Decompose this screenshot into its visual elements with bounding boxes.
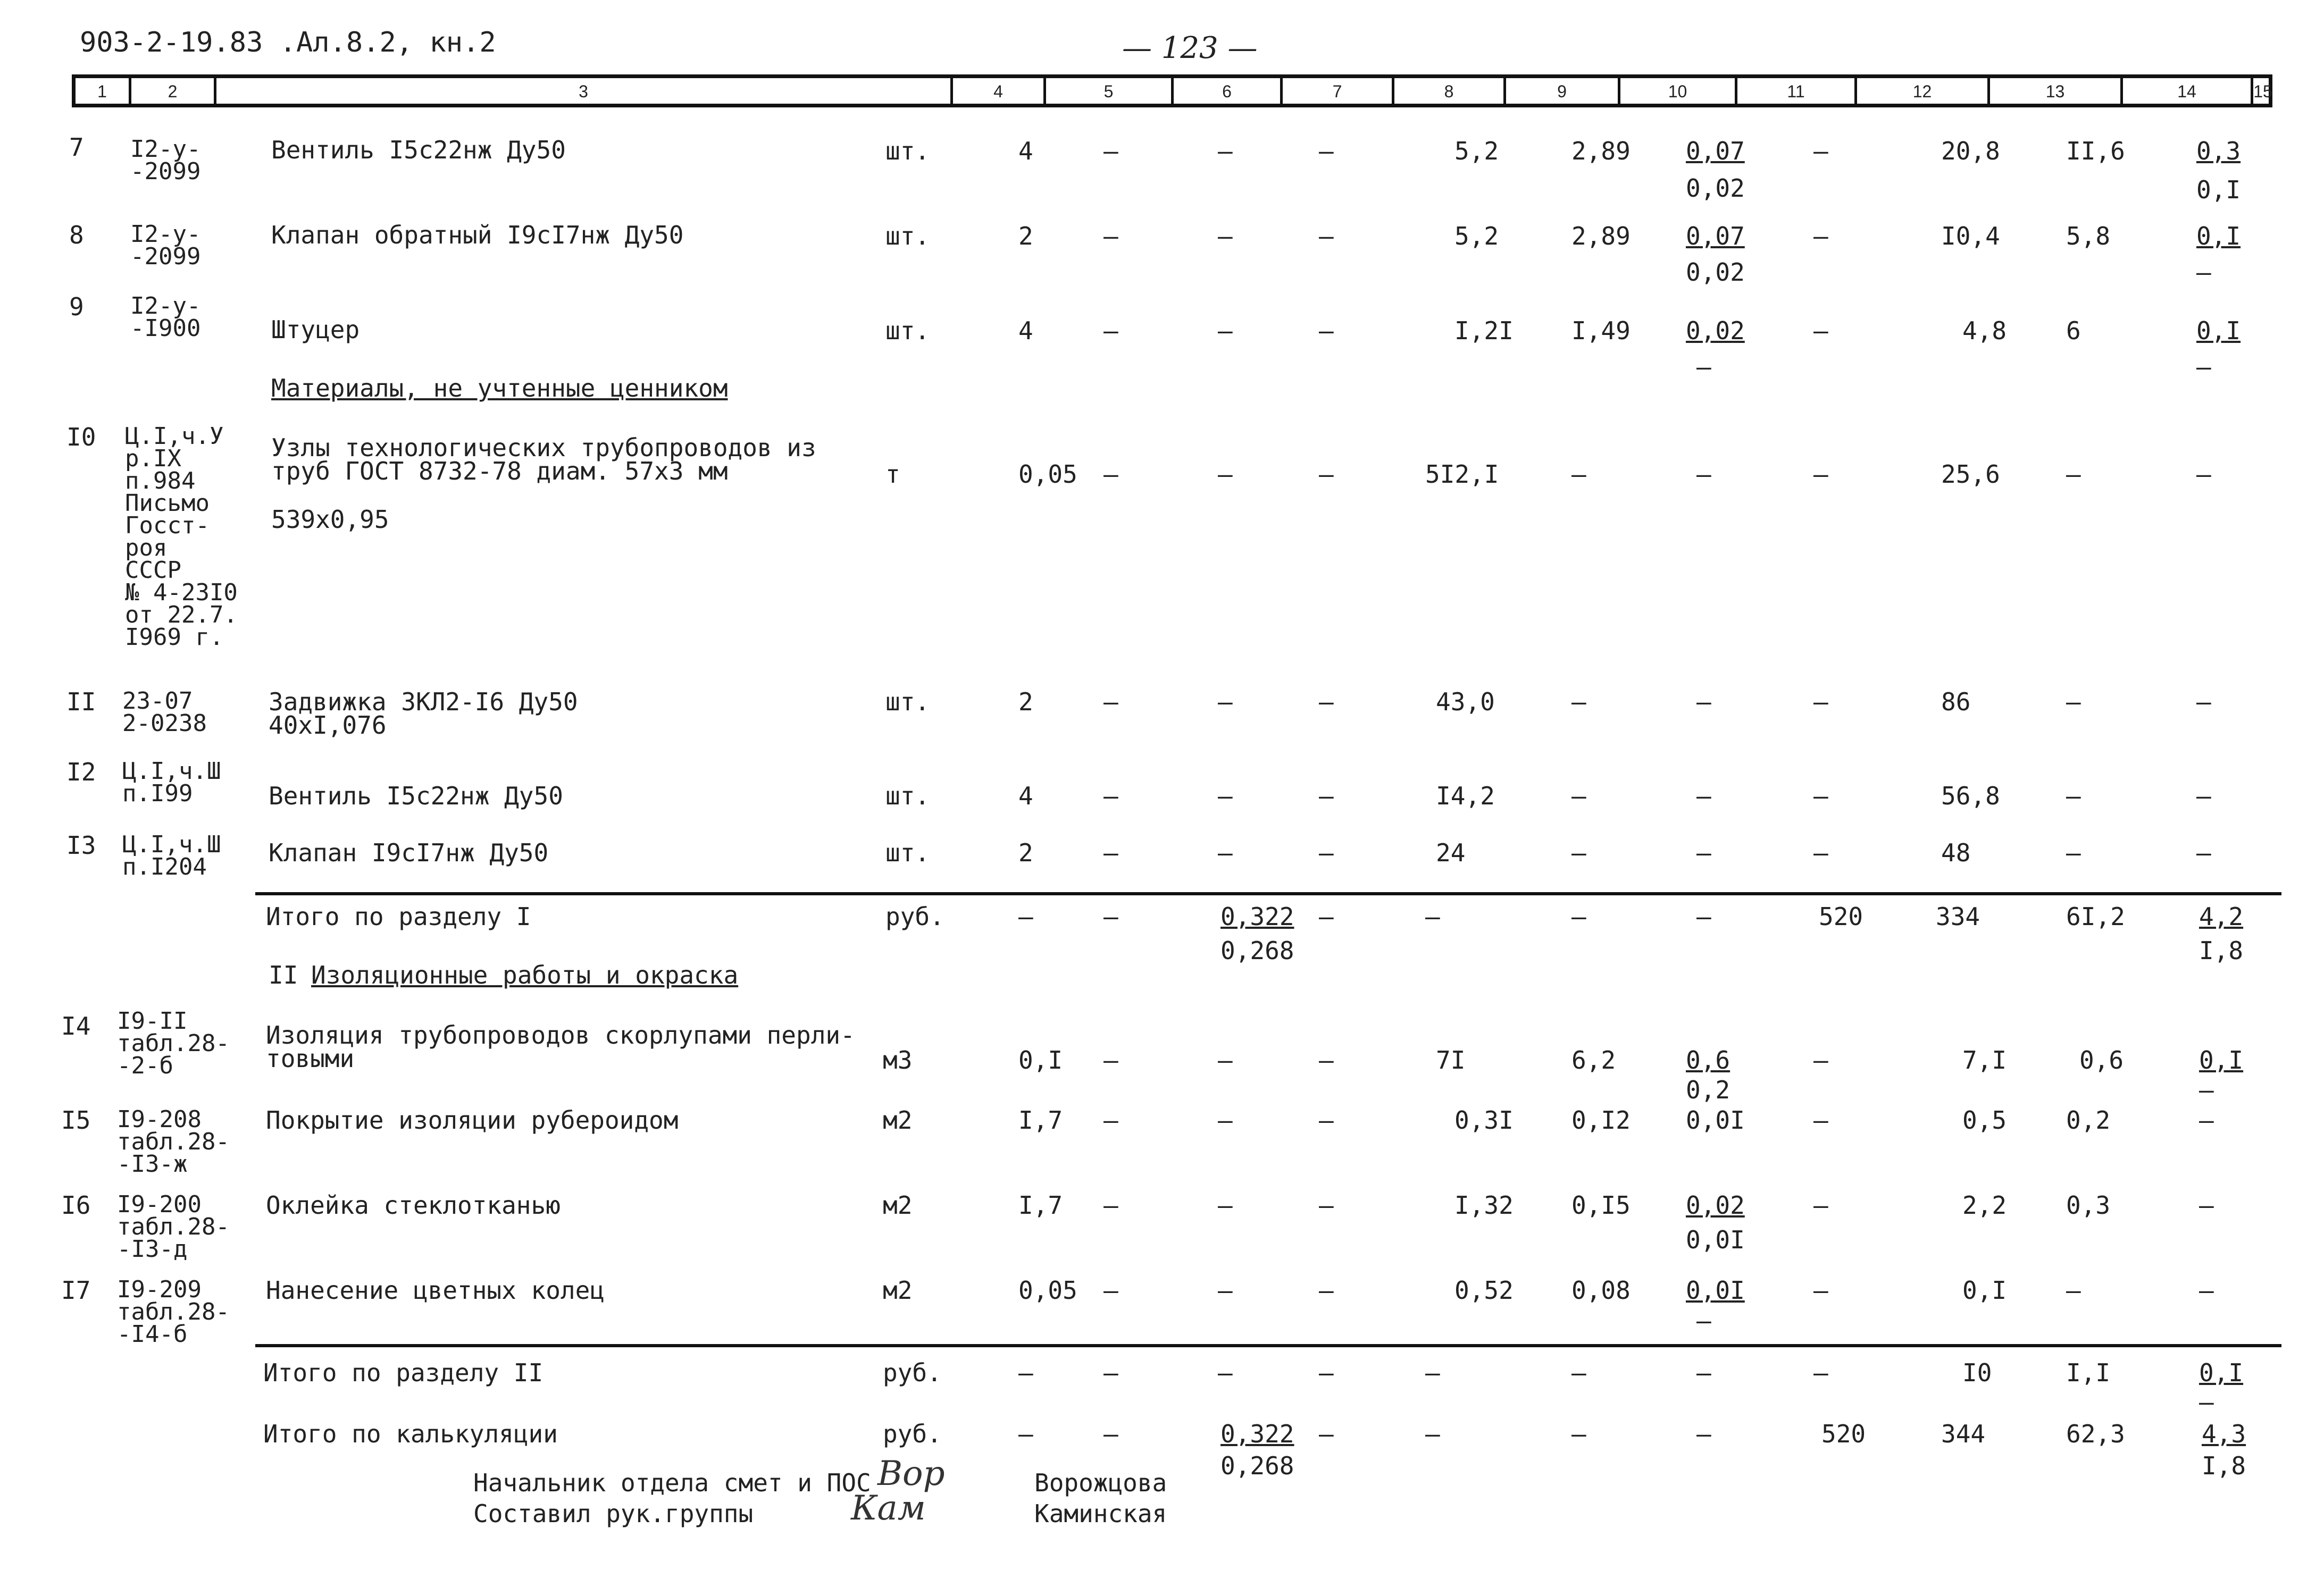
- value-col10: 6,2: [1571, 1046, 1616, 1074]
- value-col10: 2,89: [1571, 137, 1631, 165]
- signature-role-compiler: Составил рук.группы: [473, 1499, 754, 1528]
- value-col13: 56,8: [1941, 782, 2000, 810]
- value-col13: 344: [1941, 1420, 1986, 1448]
- value-col11: –: [1696, 1358, 1711, 1387]
- item-name: Клапан обратный I9сI7нж Ду50: [271, 221, 684, 249]
- unit: шт.: [885, 222, 930, 250]
- unit: м3: [883, 1046, 913, 1074]
- value-col12: –: [1813, 687, 1828, 716]
- value-col10: I,49: [1571, 316, 1631, 345]
- value-col14: 5,8: [2066, 222, 2111, 250]
- value-col13: 86: [1941, 687, 1971, 716]
- total-rule: [255, 1344, 2281, 1347]
- quantity: 4: [1018, 137, 1033, 165]
- value-col11-top: 0,6: [1686, 1046, 1731, 1074]
- row-number: I2: [66, 758, 96, 786]
- value-col11: –: [1696, 782, 1711, 810]
- quantity: 2: [1018, 687, 1033, 716]
- value-col7: –: [1218, 1276, 1233, 1305]
- value-col9: 5,2: [1454, 137, 1499, 165]
- value-col12: –: [1813, 838, 1828, 867]
- value-col8: –: [1319, 838, 1334, 867]
- value-col15-top: 0,3: [2196, 137, 2241, 165]
- value-col12: 520: [1819, 902, 1863, 931]
- value-col7: –: [1218, 838, 1233, 867]
- row-number: I6: [61, 1191, 91, 1220]
- value-col15: –: [2196, 460, 2211, 489]
- value-col11-bottom: 0,0I: [1686, 1225, 1745, 1254]
- unit: т: [885, 460, 900, 489]
- value-col14: –: [2066, 838, 2081, 867]
- value-col10: 2,89: [1571, 222, 1631, 250]
- value-col10: –: [1571, 1358, 1586, 1387]
- value-col7: –: [1218, 1358, 1233, 1387]
- value-col10: 0,I2: [1571, 1106, 1631, 1135]
- section2-prefix: II: [269, 961, 298, 989]
- row-number: I3: [66, 831, 96, 860]
- norm-code: I9-208 табл.28- -I3-ж: [117, 1106, 230, 1178]
- value-col9: I,32: [1454, 1191, 1514, 1220]
- value-col12: –: [1813, 316, 1828, 345]
- value-col8: –: [1319, 137, 1334, 165]
- column-header: 8: [1392, 78, 1503, 104]
- norm-code: I2-у- -I900: [130, 292, 201, 342]
- value-col8: –: [1319, 1046, 1334, 1074]
- column-header: 1: [97, 82, 107, 101]
- norm-code: Ц.I,ч.Ш п.I99: [122, 758, 221, 807]
- value-col14: –: [2066, 1276, 2081, 1305]
- unit: шт.: [885, 137, 930, 165]
- value-col13: 4,8: [1962, 316, 2007, 345]
- section2-title: Изоляционные работы и окраска: [311, 961, 739, 989]
- signature-name-head: Ворожцова: [1034, 1468, 1167, 1497]
- value-col11-bottom: 0,2: [1686, 1076, 1731, 1104]
- value-col14: II,6: [2066, 137, 2125, 165]
- unit: шт.: [885, 316, 930, 345]
- value-col15-top: –: [2199, 1191, 2214, 1220]
- unit: м2: [883, 1276, 913, 1305]
- column-header: 2: [129, 78, 214, 104]
- value-col8: –: [1319, 687, 1334, 716]
- value-col9: –: [1425, 1358, 1440, 1387]
- value-col12: –: [1813, 460, 1828, 489]
- value-col13: 48: [1941, 838, 1971, 867]
- value-col11-top: 0,07: [1686, 137, 1745, 165]
- value-col11-bottom: 0,02: [1686, 174, 1745, 203]
- value-col11: –: [1696, 460, 1711, 489]
- value-col6: –: [1104, 1420, 1118, 1448]
- norm-code: I9-II табл.28- -2-б: [117, 1008, 230, 1079]
- value-col11: –: [1696, 687, 1711, 716]
- value-col11-bottom: –: [1696, 352, 1711, 381]
- value-col8: –: [1319, 902, 1334, 931]
- value-col9: I,2I: [1454, 316, 1514, 345]
- value-col9: 7I: [1436, 1046, 1466, 1074]
- norm-code: Ц.I,ч.У р.IX п.984 Письмо Госст- роя СССР № 4-23I0 от 22.7. I969 г.: [125, 423, 238, 651]
- item-name: Вентиль I5с22нж Ду50: [271, 136, 566, 164]
- column-header: 13: [1987, 78, 2120, 104]
- value-col12: –: [1813, 1106, 1828, 1135]
- norm-code: I9-209 табл.28- -I4-б: [117, 1276, 230, 1348]
- column-header: 4: [950, 78, 1043, 104]
- item-name: Клапан I9сI7нж Ду50: [269, 838, 549, 867]
- value-col13: 0,5: [1962, 1106, 2007, 1135]
- value-col15-bottom: –: [2196, 258, 2211, 287]
- norm-code: I2-у- -2099: [130, 136, 201, 185]
- value-col15: –: [2196, 838, 2211, 867]
- value-col13: I0: [1962, 1358, 1992, 1387]
- value-col7: –: [1218, 687, 1233, 716]
- column-header: 11: [1735, 78, 1854, 104]
- value-col8: –: [1319, 222, 1334, 250]
- value-col10: 0,I5: [1571, 1191, 1631, 1220]
- norm-code: Ц.I,ч.Ш п.I204: [122, 831, 221, 880]
- value-col14: 0,6: [2079, 1046, 2124, 1074]
- value-col15-top: 0,I: [2199, 1358, 2244, 1387]
- value-col11: –: [1696, 838, 1711, 867]
- value-col7-top: 0,322: [1220, 1420, 1294, 1448]
- item-name: Оклейка стеклотканью: [266, 1191, 561, 1220]
- value-col6: –: [1104, 1191, 1118, 1220]
- value-col8: –: [1319, 1358, 1334, 1387]
- value-col14: 6: [2066, 316, 2081, 345]
- value-col6: –: [1104, 1106, 1118, 1135]
- value-col6: –: [1104, 1358, 1118, 1387]
- value-col7: –: [1218, 1046, 1233, 1074]
- value-col8: –: [1319, 1191, 1334, 1220]
- item-extra: 539х0,95: [271, 505, 389, 534]
- value-col15-top: 4,3: [2202, 1420, 2246, 1448]
- signature-name-compiler: Каминская: [1034, 1499, 1167, 1528]
- value-col12: –: [1813, 1276, 1828, 1305]
- page-number: — 123 —: [1122, 31, 1258, 65]
- quantity: 0,05: [1018, 460, 1077, 489]
- value-col10: –: [1571, 838, 1586, 867]
- handwritten-signature-icon: Вор: [877, 1454, 945, 1493]
- value-col14: 0,3: [2066, 1191, 2111, 1220]
- quantity: 0,05: [1018, 1276, 1077, 1305]
- value-col15-top: 0,I: [2196, 222, 2241, 250]
- value-col8: –: [1319, 1106, 1334, 1135]
- value-col7: –: [1218, 316, 1233, 345]
- value-col6: –: [1104, 782, 1118, 810]
- value-col7: –: [1218, 222, 1233, 250]
- value-col14: 0,2: [2066, 1106, 2111, 1135]
- unit: руб.: [883, 1358, 942, 1387]
- value-col13: 7,I: [1962, 1046, 2007, 1074]
- item-name: Нанесение цветных колец: [266, 1276, 605, 1305]
- value-col14: I,I: [2066, 1358, 2111, 1387]
- value-col6: –: [1104, 838, 1118, 867]
- document-code: 903-2-19.83 .Ал.8.2, кн.2: [80, 27, 496, 58]
- norm-code: I2-у- -2099: [130, 221, 201, 270]
- column-header: 10: [1618, 78, 1735, 104]
- value-col15-bottom: 0,I: [2196, 175, 2241, 204]
- value-col14: 6I,2: [2066, 902, 2125, 931]
- column-header: 3: [214, 78, 950, 104]
- value-col11: –: [1696, 902, 1711, 931]
- value-col13: 25,6: [1941, 460, 2000, 489]
- unit: шт.: [885, 687, 930, 716]
- value-col13: 20,8: [1941, 137, 2000, 165]
- value-col11-bottom: 0,02: [1686, 258, 1745, 287]
- value-col14: –: [2066, 782, 2081, 810]
- value-col14: 62,3: [2066, 1420, 2125, 1448]
- value-col15-top: 0,I: [2196, 316, 2241, 345]
- value-col12: –: [1813, 1046, 1828, 1074]
- value-col8: –: [1319, 1420, 1334, 1448]
- unit: руб.: [885, 902, 944, 931]
- value-col11-top: 0,02: [1686, 1191, 1745, 1220]
- value-col8: –: [1319, 1276, 1334, 1305]
- row-number: I0: [66, 423, 96, 451]
- column-header: 14: [2120, 78, 2251, 104]
- row-number: 7: [69, 133, 84, 162]
- section-materials-title: Материалы, не учтенные ценником: [271, 374, 728, 402]
- value-col11-top: 0,02: [1686, 316, 1745, 345]
- value-col6: –: [1104, 902, 1118, 931]
- value-col6: –: [1104, 316, 1118, 345]
- value-col13: 2,2: [1962, 1191, 2007, 1220]
- value-col12: –: [1813, 1191, 1828, 1220]
- value-col14: –: [2066, 687, 2081, 716]
- column-header: 12: [1854, 78, 1987, 104]
- column-header: 7: [1280, 78, 1392, 104]
- value-col13: I0,4: [1941, 222, 2000, 250]
- value-col10: 0,08: [1571, 1276, 1631, 1305]
- value-col11-top: 0,0I: [1686, 1276, 1745, 1305]
- value-col10: –: [1571, 1420, 1586, 1448]
- value-col5: –: [1018, 1420, 1033, 1448]
- row-number: I7: [61, 1276, 91, 1305]
- total-rule: [255, 892, 2281, 895]
- value-col15-top: 0,I: [2199, 1046, 2244, 1074]
- row-number: 9: [69, 292, 84, 321]
- value-col6: –: [1104, 460, 1118, 489]
- value-col6: –: [1104, 1046, 1118, 1074]
- value-col13: 334: [1936, 902, 1980, 931]
- value-col15-bottom: –: [2199, 1388, 2214, 1416]
- unit: руб.: [883, 1420, 942, 1448]
- value-col7: –: [1218, 1191, 1233, 1220]
- value-col5: –: [1018, 902, 1033, 931]
- value-col9: –: [1425, 1420, 1440, 1448]
- value-col15-bottom: –: [2199, 1076, 2214, 1104]
- value-col13: 0,I: [1962, 1276, 2007, 1305]
- quantity: I,7: [1018, 1106, 1063, 1135]
- value-col15-top: 4,2: [2199, 902, 2244, 931]
- value-col10: –: [1571, 782, 1586, 810]
- item-name: Вентиль I5с22нж Ду50: [269, 782, 563, 810]
- item-name: Изоляция трубопроводов скорлупами перли- товыми: [266, 1021, 855, 1073]
- value-col15: –: [2196, 687, 2211, 716]
- norm-code: I9-200 табл.28- -I3-д: [117, 1191, 230, 1263]
- value-col12: –: [1813, 782, 1828, 810]
- item-name: Узлы технологических трубопроводов из труб ГОСТ 8732-78 диам. 57х3 мм: [271, 433, 816, 485]
- value-col7-bottom: 0,268: [1220, 1451, 1294, 1480]
- norm-code: 23-07 2-0238: [122, 687, 207, 737]
- item-name: Задвижка ЗКЛ2-I6 Ду50 40хI,076: [269, 687, 578, 740]
- quantity: 0,I: [1018, 1046, 1063, 1074]
- value-col12: –: [1813, 1358, 1828, 1387]
- row-number: 8: [69, 221, 84, 249]
- column-header: 15: [2251, 78, 2272, 104]
- value-col7: –: [1218, 1106, 1233, 1135]
- quantity: 4: [1018, 782, 1033, 810]
- column-header: 6: [1171, 78, 1280, 104]
- row-number: I4: [61, 1012, 91, 1040]
- quantity: 2: [1018, 838, 1033, 867]
- value-col12: 520: [1821, 1420, 1866, 1448]
- row-number: II: [66, 687, 96, 716]
- value-col9: 0,3I: [1454, 1106, 1514, 1135]
- value-col11-bottom: –: [1696, 1306, 1711, 1335]
- value-col11-top: 0,0I: [1686, 1106, 1745, 1135]
- item-name: Штуцер: [271, 315, 360, 344]
- value-col15-top: –: [2199, 1276, 2214, 1305]
- quantity: I,7: [1018, 1191, 1063, 1220]
- unit: м2: [883, 1106, 913, 1135]
- value-col9: –: [1425, 902, 1440, 931]
- value-col6: –: [1104, 1276, 1118, 1305]
- value-col15-top: –: [2199, 1106, 2214, 1135]
- quantity: 4: [1018, 316, 1033, 345]
- value-col10: –: [1571, 902, 1586, 931]
- value-col9: 43,0: [1436, 687, 1495, 716]
- value-col9: 0,52: [1454, 1276, 1514, 1305]
- column-header: 5: [1043, 78, 1171, 104]
- handwritten-signature-icon: Кам: [851, 1489, 926, 1528]
- value-col7-bottom: 0,268: [1220, 936, 1294, 965]
- value-col6: –: [1104, 222, 1118, 250]
- total-label: Итого по разделу I: [266, 902, 531, 931]
- value-col12: –: [1813, 137, 1828, 165]
- value-col9: 5I2,I: [1425, 460, 1499, 489]
- column-header: 9: [1503, 78, 1618, 104]
- value-col15: –: [2196, 782, 2211, 810]
- unit: шт.: [885, 838, 930, 867]
- value-col7: –: [1218, 137, 1233, 165]
- unit: шт.: [885, 782, 930, 810]
- quantity: 2: [1018, 222, 1033, 250]
- value-col7-top: 0,322: [1220, 902, 1294, 931]
- value-col11-top: 0,07: [1686, 222, 1745, 250]
- value-col10: –: [1571, 460, 1586, 489]
- unit: м2: [883, 1191, 913, 1220]
- value-col8: –: [1319, 782, 1334, 810]
- value-col15-bottom: –: [2196, 352, 2211, 381]
- item-name: Покрытие изоляции рубероидом: [266, 1106, 679, 1135]
- value-col7: –: [1218, 782, 1233, 810]
- value-col7: –: [1218, 460, 1233, 489]
- value-col9: 5,2: [1454, 222, 1499, 250]
- value-col12: –: [1813, 222, 1828, 250]
- value-col6: –: [1104, 137, 1118, 165]
- value-col11: –: [1696, 1420, 1711, 1448]
- value-col6: –: [1104, 687, 1118, 716]
- value-col10: –: [1571, 687, 1586, 716]
- value-col5: –: [1018, 1358, 1033, 1387]
- value-col9: 24: [1436, 838, 1466, 867]
- value-col15-bottom: I,8: [2202, 1451, 2246, 1480]
- row-number: I5: [61, 1106, 91, 1135]
- value-col15-bottom: I,8: [2199, 936, 2244, 965]
- signature-role-head: Начальник отдела смет и ПОС: [473, 1468, 871, 1497]
- value-col8: –: [1319, 316, 1334, 345]
- value-col9: I4,2: [1436, 782, 1495, 810]
- grand-total-label: Итого по калькуляции: [263, 1420, 558, 1448]
- value-col14: –: [2066, 460, 2081, 489]
- total-label: Итого по разделу II: [263, 1358, 544, 1387]
- value-col8: –: [1319, 460, 1334, 489]
